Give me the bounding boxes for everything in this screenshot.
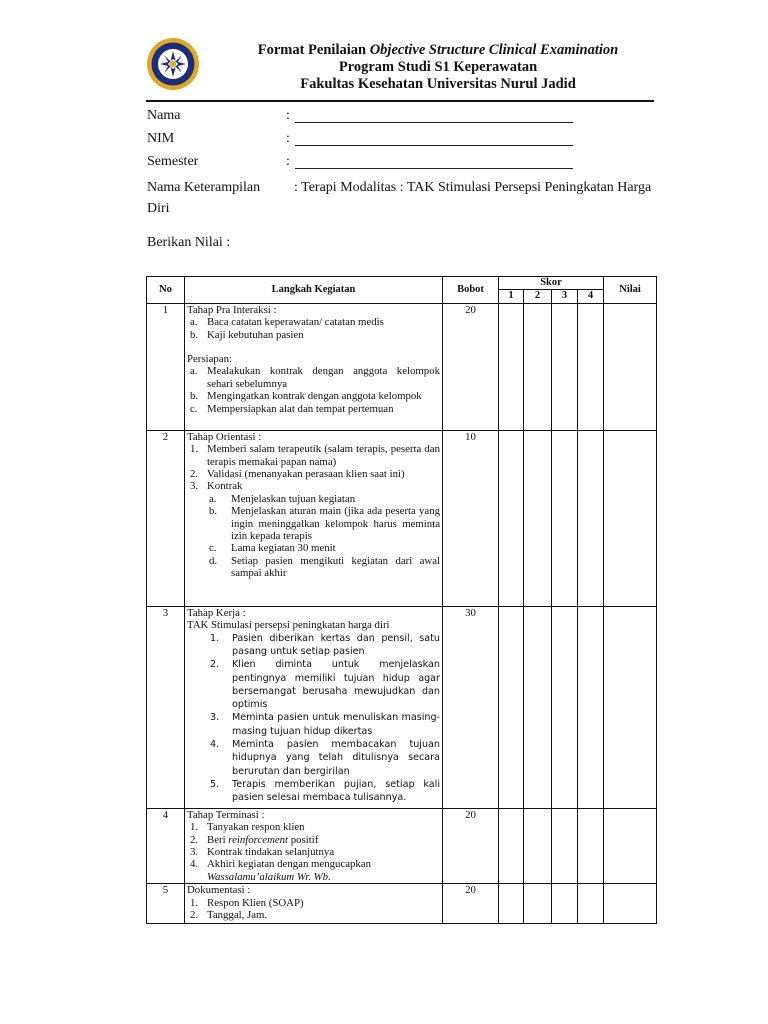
- nilai-cell[interactable]: [604, 606, 657, 808]
- score-cell-3[interactable]: [552, 606, 578, 808]
- list-item: Klien diminta untuk menjelaskan pentingnya memiliki tujuan hidup agar bersemangat berusaha mewujudkan dan optimis: [232, 659, 440, 711]
- list-item: Beri reinforcement positif: [207, 833, 319, 846]
- score-cell-1[interactable]: [499, 808, 524, 883]
- list-item: Mealakukan kontrak dengan anggota kelompok sehari sebelumnya: [207, 365, 440, 390]
- list-item: Tanyakan respon klien: [207, 821, 305, 834]
- score-cell-3[interactable]: [552, 884, 578, 924]
- list-item: Tanggal, Jam.: [207, 909, 268, 922]
- list-item: Akhiri kegiatan dengan mengucapkan Wassalamu’alaikum Wr. Wb.: [207, 858, 371, 883]
- score-cell-1[interactable]: [499, 430, 524, 606]
- header-langkah: Langkah Kegiatan: [185, 277, 443, 304]
- list-item: Kontrak tindakan selanjutnya: [207, 846, 335, 859]
- header-divider: [146, 100, 654, 102]
- list-item: Setiap pasien mengikuti kegiatan dari awal sampai akhir: [231, 554, 440, 580]
- row-langkah: Dokumentasi : 1. Respon Klien (SOAP) 2. Tanggal, Jam.: [185, 884, 443, 924]
- score-cell-4[interactable]: [578, 606, 604, 808]
- nama-field[interactable]: [295, 122, 573, 123]
- row-langkah: Tahap Terminasi : 1. Tanyakan respon klien 2. Beri reinforcement positif 3. Kontrak tindakan selanjutnya 4. Akhiri kegiatan dengan mengucapkan Wassalamu’alaikum Wr. Wb.: [185, 808, 443, 883]
- nama-row: [147, 108, 667, 131]
- row-bobot: 10: [443, 430, 499, 606]
- list-item: Mempersiapkan alat dan tempat pertemuan: [207, 402, 394, 415]
- row-bobot: 20: [443, 808, 499, 883]
- step-title: Tahap Terminasi :: [187, 808, 265, 821]
- step-subtitle: TAK Stimulasi persepsi peningkatan harga diri: [187, 619, 390, 632]
- score-cell-2[interactable]: [524, 808, 552, 883]
- nim-colon: :: [286, 131, 290, 146]
- header-skor-1: 1: [499, 290, 524, 303]
- list-item: Baca catatan keperawatan/ catatan medis: [207, 316, 384, 329]
- assessment-table: [146, 276, 657, 924]
- header-skor-4: 4: [578, 290, 604, 303]
- list-item: Meminta pasien untuk menuliskan masing-masing tujuan hidup dikertas: [232, 712, 440, 737]
- score-cell-4[interactable]: [578, 884, 604, 924]
- header-program: Program Studi S1 Keperawatan: [338, 59, 538, 75]
- document-header: [210, 42, 666, 93]
- nama-colon: :: [286, 108, 290, 123]
- nim-row: [147, 131, 667, 154]
- row-langkah: Tahap Pra Interaksi : a. Baca catatan keperawatan/ catatan medis b. Kaji kebutuhan pasien Persiapan: a. Mealakukan kontrak dengan anggota kelompok sehari sebelumnya b. Mengingatkan kontrak dengan anggota kelompok c. Mempersiapkan alat dan tempat pertemuan: [185, 303, 443, 430]
- list-item: Lama kegiatan 30 menit: [231, 542, 336, 555]
- nilai-cell[interactable]: [604, 884, 657, 924]
- score-cell-3[interactable]: [552, 430, 578, 606]
- score-cell-2[interactable]: [524, 606, 552, 808]
- score-cell-2[interactable]: [524, 430, 552, 606]
- table-row: [147, 303, 657, 430]
- list-item: Respon Klien (SOAP): [207, 896, 304, 909]
- header-skor: Skor: [499, 277, 604, 290]
- score-cell-4[interactable]: [578, 430, 604, 606]
- nilai-cell[interactable]: [604, 303, 657, 430]
- row-langkah: Tahap Orientasi : 1. Memberi salam terapeutik (salam terapis, peserta dan terapis memakai papan nama) 2. Validasi (menanyakan perasaan klien saat ini) 3. Kontrak a. Menjelaskan tujuan kegiatan b. Menjelaskan aturan main (jika ada peserta yang ingin meninggalkan kelompok harus meminta izin kepada terapis c. Lama kegiatan 30 menit d. Setiap pasien mengikuti kegiatan dari awal sampai akhir: [185, 430, 443, 606]
- list-item: Terapis memberikan pujian, setiap kali pasien selesai membaca tulisannya.: [232, 778, 440, 804]
- list-item: Mengingatkan kontrak dengan anggota kelompok: [207, 390, 422, 403]
- score-cell-4[interactable]: [578, 303, 604, 430]
- nama-label: Nama: [147, 108, 181, 123]
- table-row: [147, 808, 657, 883]
- step-title: Tahap Orientasi :: [187, 430, 262, 443]
- list-item: Memberi salam terapeutik (salam terapis, peserta dan terapis memakai papan nama): [207, 443, 440, 468]
- semester-field[interactable]: [295, 168, 573, 169]
- list-item: Kaji kebutuhan pasien: [207, 328, 304, 341]
- header-skor-3: 3: [552, 290, 578, 303]
- score-cell-3[interactable]: [552, 303, 578, 430]
- row-no: 2: [147, 430, 185, 606]
- row-bobot: 20: [443, 303, 499, 430]
- nim-field[interactable]: [295, 145, 573, 146]
- persiapan-label: Persiapan:: [187, 353, 232, 366]
- nim-label: NIM: [147, 131, 175, 146]
- skill-value: : Terapi Modalitas : TAK Stimulasi Persepsi Peningkatan Harga: [294, 180, 652, 195]
- table-row: [147, 884, 657, 924]
- list-item: Menjelaskan aturan main (jika ada peserta yang ingin meninggalkan kelompok harus meminta izin kepada terapis: [231, 505, 440, 543]
- header-title-italic: Objective Structure Clinical Examination: [369, 42, 619, 58]
- skill-row: [147, 177, 667, 221]
- row-no: 1: [147, 303, 185, 430]
- score-cell-1[interactable]: [499, 884, 524, 924]
- row-bobot: 30: [443, 606, 499, 808]
- step-title: Tahap Kerja :: [187, 606, 246, 619]
- score-cell-2[interactable]: [524, 884, 552, 924]
- list-item: Meminta pasien membacakan tujuan hidupnya yang telah ditulisnya secara berurutan dan bergirilan: [232, 739, 440, 777]
- header-nilai: Nilai: [604, 277, 657, 304]
- table-row: [147, 606, 657, 808]
- berikan-nilai-label: Berikan Nilai :: [147, 235, 231, 250]
- list-item: Validasi (menanyakan perasaan klien saat ini): [207, 468, 405, 481]
- list-item: Kontrak: [207, 480, 243, 493]
- row-no: 4: [147, 808, 185, 883]
- semester-row: [147, 154, 667, 177]
- header-bobot: Bobot: [443, 277, 499, 304]
- score-cell-1[interactable]: [499, 606, 524, 808]
- row-langkah: Tahap Kerja : TAK Stimulasi persepsi peningkatan harga diri 1. Pasien diberikan kertas dan pensil, satu pasang untuk setiap pasien 2. Klien diminta untuk menjelaskan pentingnya memiliki tujuan hidup agar bersemangat berusaha mewujudkan dan optimis 3. Meminta pasien untuk menuliskan masing-masing tujuan hidup dikertas 4. Meminta pasien membacakan tujuan hidupnya yang telah ditulisnya secara berurutan dan bergirilan 5. Terapis memberikan pujian, setiap kali pasien selesai membaca tulisannya.: [185, 606, 443, 808]
- row-bobot: 20: [443, 884, 499, 924]
- nilai-cell[interactable]: [604, 430, 657, 606]
- header-skor-2: 2: [524, 290, 552, 303]
- table-row: [147, 430, 657, 606]
- header-faculty: Fakultas Kesehatan Universitas Nurul Jadid: [300, 76, 576, 92]
- semester-label: Semester: [147, 154, 199, 169]
- header-no: No: [147, 277, 185, 304]
- list-item: Pasien diberikan kertas dan pensil, satu pasang untuk setiap pasien: [232, 632, 440, 657]
- header-title: [210, 42, 666, 59]
- score-cell-2[interactable]: [524, 303, 552, 430]
- row-no: 5: [147, 884, 185, 924]
- nilai-cell[interactable]: [604, 808, 657, 883]
- semester-colon: :: [286, 154, 290, 169]
- step-title: Dokumentasi :: [187, 884, 251, 897]
- list-item: Menjelaskan tujuan kegiatan: [231, 492, 356, 505]
- identity-form: [147, 108, 667, 251]
- skill-label: Nama Keterampilan: [147, 180, 261, 195]
- header-title-prefix: Format Penilaian: [257, 42, 367, 58]
- step-title: Tahap Pra Interaksi :: [187, 303, 277, 316]
- university-logo-icon: [146, 37, 200, 91]
- score-cell-4[interactable]: [578, 808, 604, 883]
- row-no: 3: [147, 606, 185, 808]
- skill-value-continued: Diri: [147, 201, 170, 216]
- score-cell-1[interactable]: [499, 303, 524, 430]
- score-cell-3[interactable]: [552, 808, 578, 883]
